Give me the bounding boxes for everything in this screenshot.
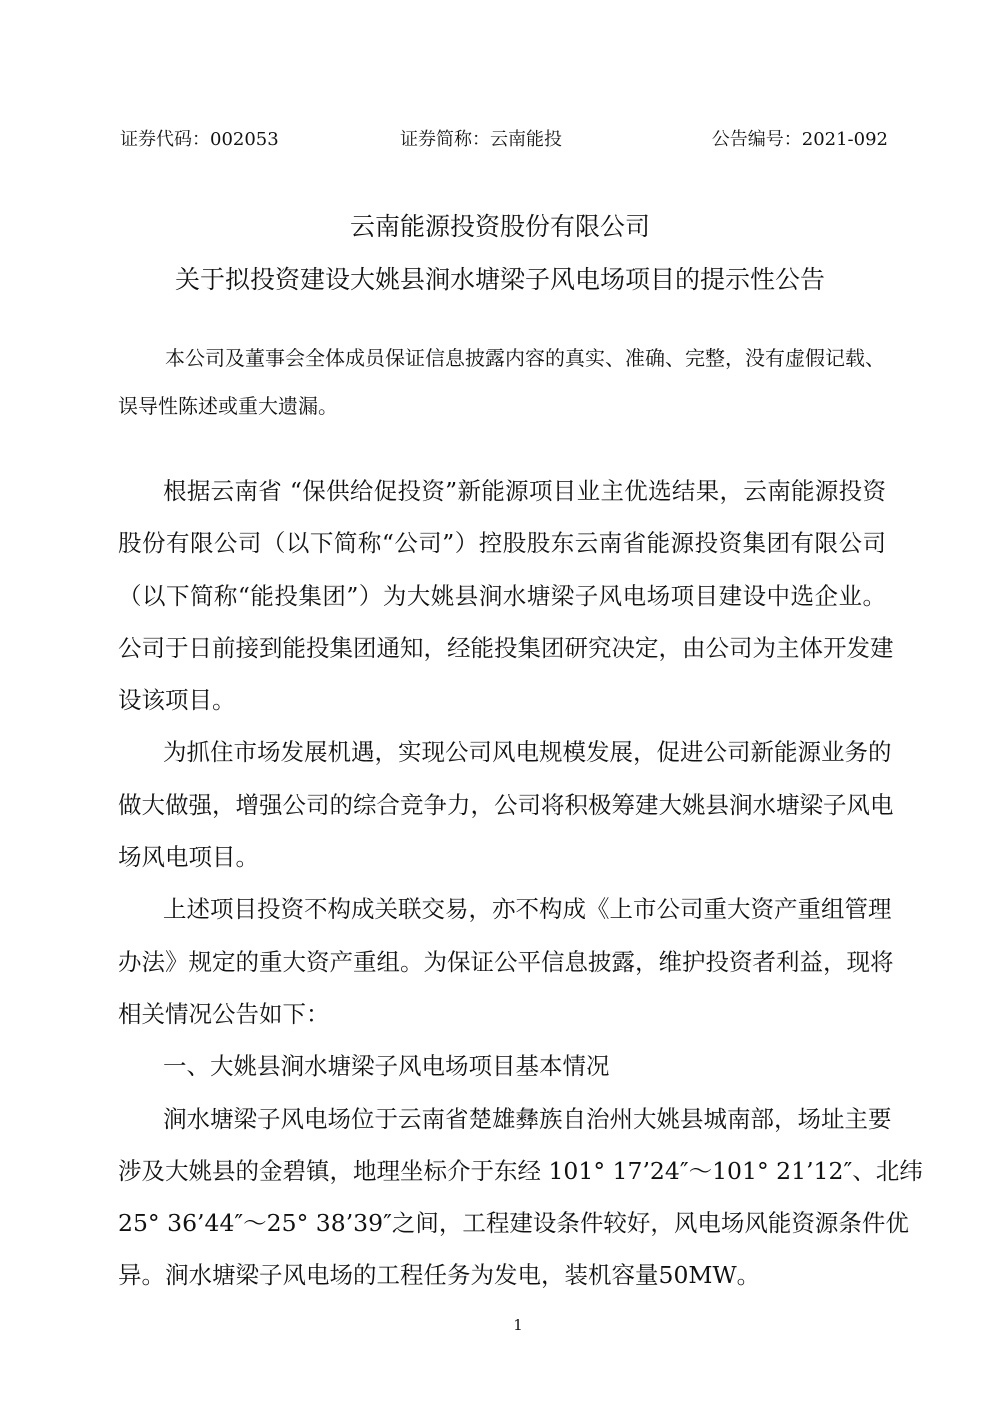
paragraph-line: （以下简称“能投集团”）为大姚县涧水塘梁子风电场项目建设中选企业。 [118,581,886,610]
paragraph-line: 涉及大姚县的金碧镇，地理坐标介于东经 101° 17’24″～101° 21’12″、北纬 [118,1156,923,1185]
paragraph-line: 为抓住市场发展机遇，实现公司风电规模发展，促进公司新能源业务的 [163,738,892,767]
paragraph-line: 异。涧水塘梁子风电场的工程任务为发电，装机容量50MW。 [118,1261,761,1290]
board-statement [118,334,885,430]
paragraph-line: 相关情况公告如下： [118,999,330,1028]
page-number: 1 [513,1316,523,1334]
paragraph-3 [118,883,894,1040]
paragraph-line: 涧水塘梁子风电场位于云南省楚雄彝族自治州大姚县城南部，场址主要 [163,1104,892,1133]
document-body [118,465,923,1302]
section-heading: 一、大姚县涧水塘梁子风电场项目基本情况 [163,1052,610,1081]
security-short-name: 证券简称：云南能投 [400,129,562,150]
announcement-title: 关于拟投资建设大姚县涧水塘梁子风电场项目的提示性公告 [174,265,825,294]
statement-line: 本公司及董事会全体成员保证信息披露内容的真实、准确、完整，没有虚假记载、 [165,346,885,370]
document-title [0,200,1000,306]
paragraph-line: 办法》规定的重大资产重组。为保证公平信息披露，维护投资者利益，现将 [118,947,894,976]
statement-line: 误导性陈述或重大遗漏。 [118,394,338,418]
paragraph-line: 股份有限公司（以下简称“公司”）控股股东云南省能源投资集团有限公司 [118,529,886,558]
paragraph-line: 做大做强，增强公司的综合竞争力，公司将积极筹建大姚县涧水塘梁子风电 [118,790,894,819]
paragraph-line: 根据云南省 “保供给促投资”新能源项目业主优选结果，云南能源投资 [163,477,886,505]
paragraph-line: 设该项目。 [118,686,236,715]
paragraph-line: 场风电项目。 [118,843,259,872]
paragraph-line: 公司于日前接到能投集团通知，经能投集团研究决定，由公司为主体开发建 [118,633,894,662]
paragraph-2 [118,726,894,883]
company-name-title: 云南能源投资股份有限公司 [349,212,650,241]
paragraph-1 [118,465,894,726]
paragraph-4 [118,1093,923,1302]
paragraph-line: 25° 36’44″～25° 38’39″之间，工程建设条件较好，风电场风能资源条件优 [118,1209,909,1238]
announcement-number: 公告编号：2021-092 [711,129,888,150]
security-code: 证券代码：002053 [120,129,279,150]
paragraph-line: 上述项目投资不构成关联交易，亦不构成《上市公司重大资产重组管理 [163,895,892,924]
document-header [0,125,1000,155]
